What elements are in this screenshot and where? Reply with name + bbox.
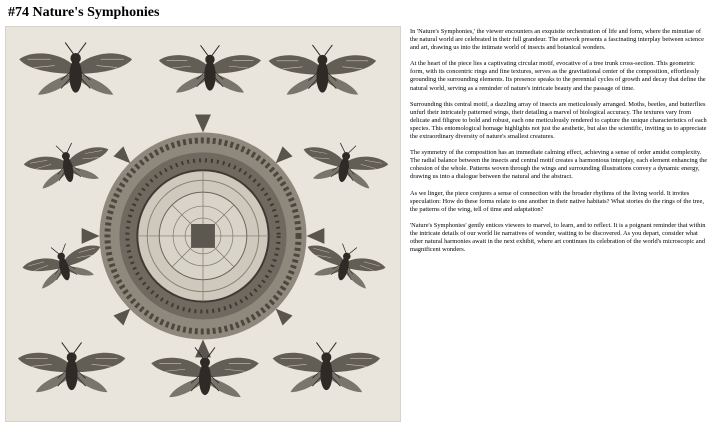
description-paragraph: In 'Nature's Symphonies,' the viewer encounters an exquisite orchestration of life and form, where the minutiae of the natural world are celebrated in their full grandeur. The artwork presents a fascinating interplay between science and art, drawing us into the intimate world of insects and botanical wonders. [410,28,704,52]
description-paragraph: 'Nature's Symphonies' gently entices viewers to marvel, to learn, and to reflect. It is a poignant reminder that within the intricate details of our world lie narratives of wonder, waiting to be discovered. As you depart, consider what other natural harmonies await in the next exhibit, where art continues its celebration of the world's microscopic and magnificent wonders. [410,221,706,254]
description-paragraph: Surrounding this central motif, a dazzling array of insects are meticulously arranged. Moths, beetles, and butterflies unfurl their intricately patterned wings, their detailing a marvel of biological accuracy. The textures vary from delicate and filigree to bold and robust, each one meticulously rendered to capture the unique characteristics of each species. This entomological homage highlights not just the aesthetic, but also the scientific, inviting us to appreciate the extraordinary diversity of nature's smallest creatures. [410,100,707,141]
description-paragraph: At the heart of the piece lies a captivating circular motif, evocative of a tree trunk cross-section. This geometric form, with its concentric rings and fine textures, serves as the gravitational center of the composition, effortlessly grounding the surrounding elements. Its presence speaks to the perennial cycles of growth and decay that define the natural world, serving as a reminder of nature's intricate beauty and the passage of time. [410,60,706,92]
description-paragraph: As we linger, the piece conjures a sense of connection with the broader rhythms of the living world. It invites speculation: How do these forms relate to one another in their native habitats? What stories do the rings of the tree, the patterns of the wing, tell of time and adaptation? [410,189,704,213]
artwork-description [410,28,710,262]
artwork-image [5,26,401,422]
insect-mandala-artwork-icon [6,27,400,421]
description-paragraph: The symmetry of the composition has an immediate calming effect, achieving a sense of order amidst complexity. The radial balance between the insects and central motif creates a harmonious interplay, each element enhancing the cohesion of the whole. Patterns woven through the wings and surrounding illustrations convey a dynamic energy, drawing us into a dialogue between the natural and the abstract. [410,149,708,181]
page-title: #74 Nature's Symphonies [8,5,160,20]
